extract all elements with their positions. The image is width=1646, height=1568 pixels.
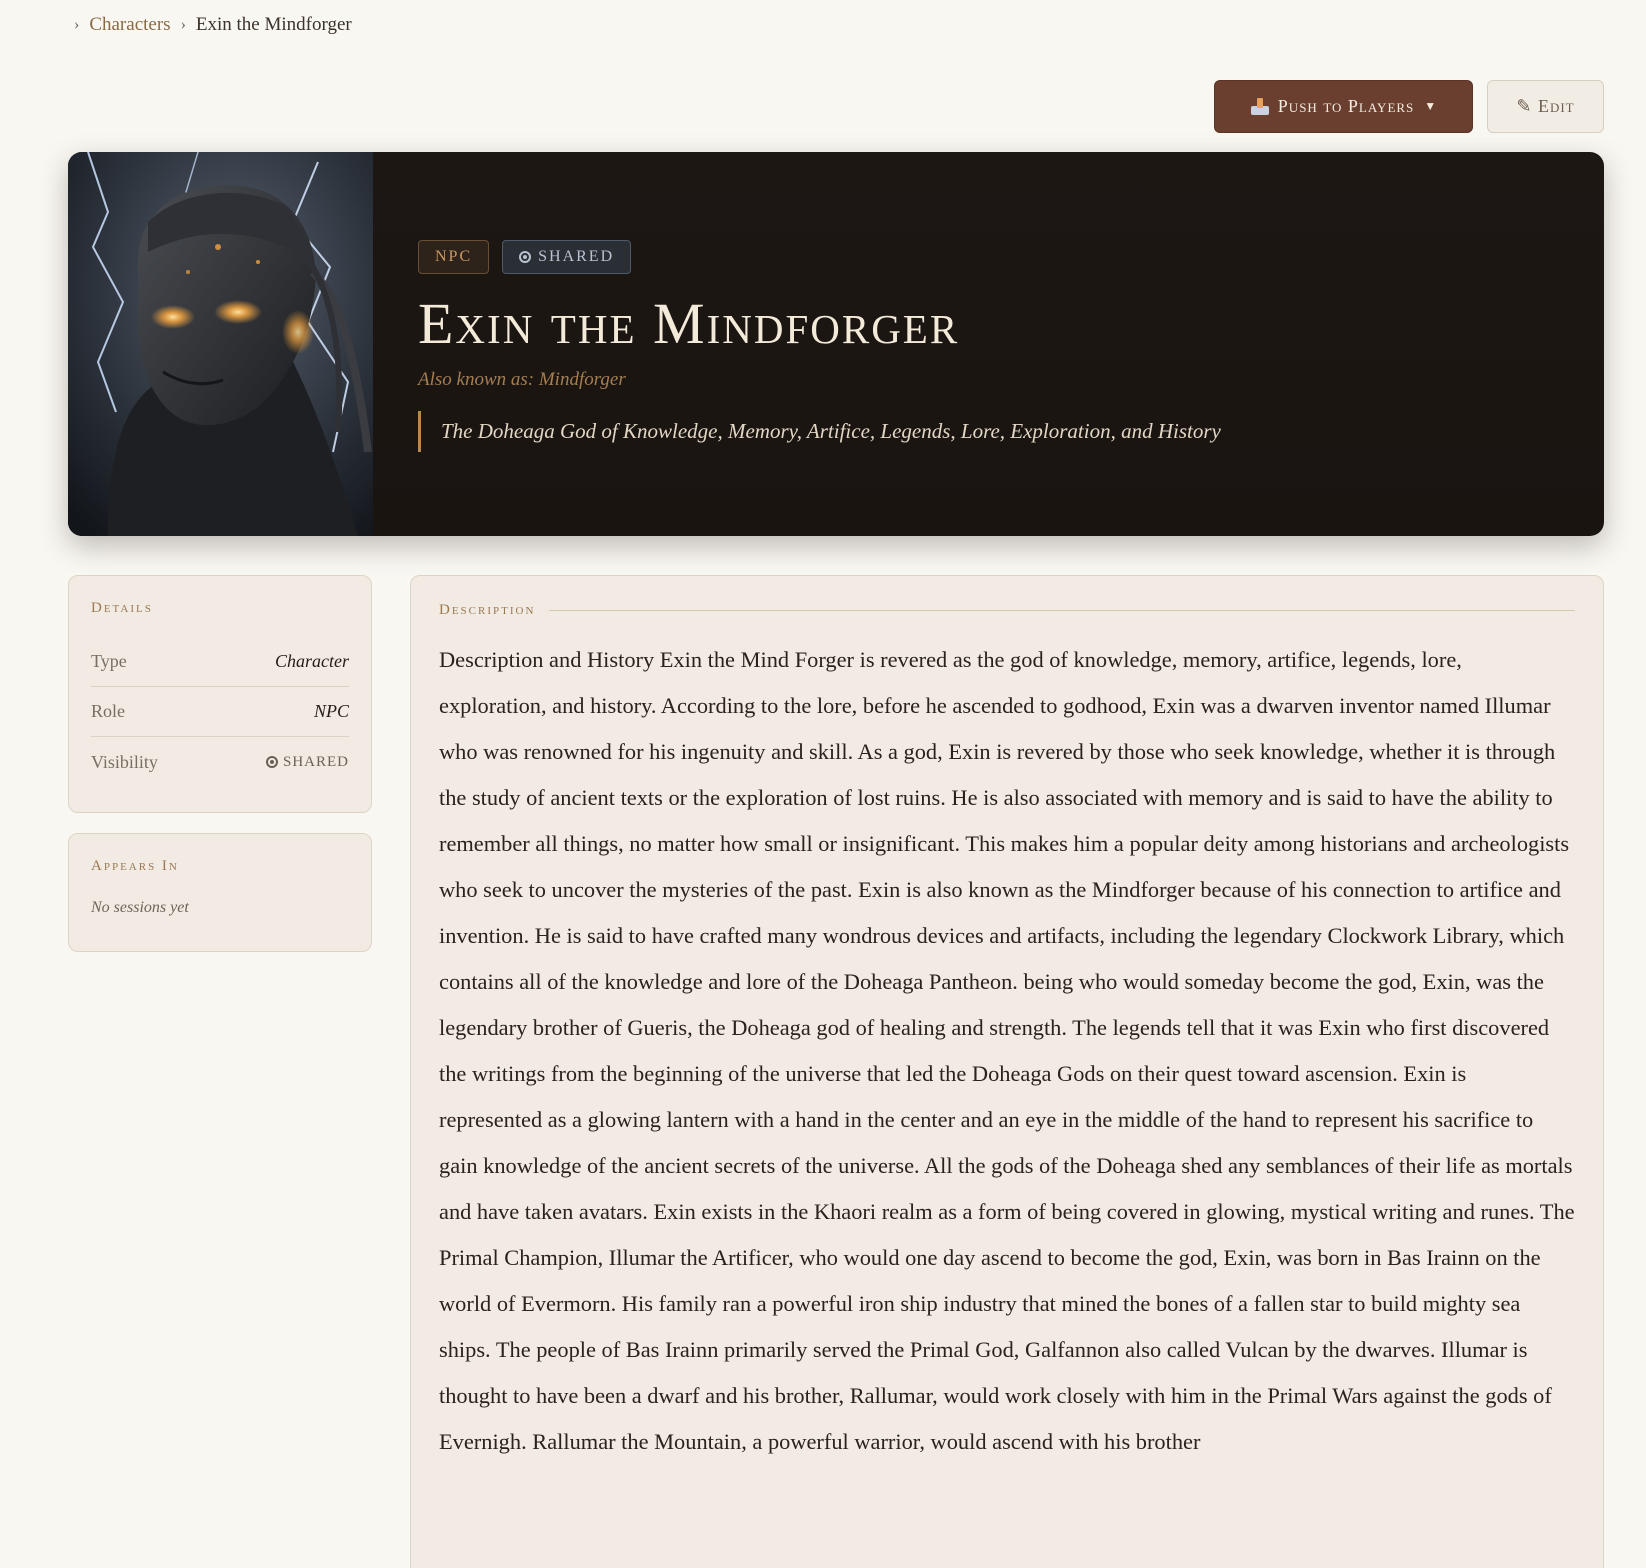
description-heading: Description xyxy=(439,602,536,618)
inbox-tray-icon xyxy=(1250,98,1270,116)
visibility-value-label: SHARED xyxy=(282,753,349,770)
hero-content xyxy=(373,152,1604,536)
badge-group xyxy=(418,240,1604,274)
detail-label: Role xyxy=(91,701,125,721)
detail-label: Visibility xyxy=(91,751,158,772)
breadcrumb-current: Exin the Mindforger xyxy=(195,14,352,35)
character-name: Exin the Mindforger xyxy=(418,291,960,356)
shared-badge-label: SHARED xyxy=(538,248,615,265)
detail-row-type xyxy=(91,637,349,687)
appears-in-card xyxy=(68,833,372,952)
appears-in-empty-note: No sessions yet xyxy=(91,899,189,916)
chevron-right-icon: › xyxy=(180,16,186,33)
details-heading: Details xyxy=(91,600,153,616)
push-to-players-label: Push to Players xyxy=(1277,96,1415,116)
details-card xyxy=(68,575,372,813)
breadcrumb-characters-link[interactable]: Characters xyxy=(89,14,171,35)
visibility-value xyxy=(266,754,349,771)
shared-eye-icon xyxy=(266,756,278,768)
detail-label: Type xyxy=(91,651,127,671)
description-heading-row xyxy=(439,602,1575,619)
shared-badge xyxy=(502,240,631,274)
detail-value: Character xyxy=(275,651,349,671)
description-text: Description and History Exin the Mind Forger is revered as the god of knowledge, memory, artifice, legends, lore, exploration, and history. According to the lore, before he ascended to godhood, Exin was a dwarven inventor named Illumar who was renowned for his ingenuity and skill. As a god, Exin is revered by those who seek knowledge, whether it is through the study of ancient texts or the exploration of lost ruins. He is also associated with memory and is said to have the ability to remember all things, no matter how small or insignificant. This makes him a popular deity among historians and archeologists who seek to uncover the mysteries of the past. Exin is also known as the Mindforger because of his connection to artifice and invention. He is said to have crafted many wondrous devices and artifacts, including the legendary Clockwork Library, which contains all of the knowledge and lore of the Doheaga Pantheon. being who would someday become the god, Exin, was the legendary brother of Gueris, the Doheaga god of healing and strength. The legends tell that it was Exin who first discovered the writings from the beginning of the universe that led the Doheaga Gods on their quest toward ascension. Exin is represented as a glowing lantern with a hand in the center and an eye in the middle of the hand to represent his sacrifice to gain knowledge of the ancient secrets of the universe. All the gods of the Doheaga shed any semblances of their life as mortals and have taken avatars. Exin exists in the Khaori realm as a form of being covered in glowing, mystical writing and runes. The Primal Champion, Illumar the Artificer, who would one day ascend to become the god, Exin, was born in Bas Irainn on the world of Evermorn. His family ran a powerful iron ship industry that mined the bones of a fallen star to build mighty sea ships. The people of Bas Irainn primarily served the Primal God, Galfannon also called Vulcan by the dwarves. Illumar is thought to have been a dwarf and his brother, Rallumar, would work closely with him in the Primal Wars against the gods of Evernigh. Rallumar the Mountain, a powerful warrior, would ascend with his brother xyxy=(439,647,1575,1454)
description-card xyxy=(410,575,1604,1568)
edit-button[interactable]: ✎ Edit xyxy=(1487,80,1604,133)
shared-eye-icon xyxy=(519,251,531,263)
npc-badge: NPC xyxy=(418,240,489,274)
push-to-players-button[interactable] xyxy=(1214,80,1473,133)
heading-divider xyxy=(549,610,1575,611)
details-list xyxy=(91,637,349,787)
toolbar xyxy=(1214,80,1604,133)
character-portrait xyxy=(68,152,373,536)
character-epithet: The Doheaga God of Knowledge, Memory, Artifice, Legends, Lore, Exploration, and History xyxy=(418,411,1604,452)
appears-in-heading: Appears In xyxy=(91,858,179,874)
character-aliases: Also known as: Mindforger xyxy=(418,369,626,390)
chevron-right-icon: › xyxy=(74,16,80,33)
breadcrumb xyxy=(74,14,352,36)
detail-value: NPC xyxy=(313,701,349,721)
detail-row-role xyxy=(91,687,349,737)
portrait-illustration xyxy=(68,152,373,536)
caret-down-icon: ▼ xyxy=(1424,99,1438,113)
character-hero xyxy=(68,152,1604,536)
detail-row-visibility xyxy=(91,737,349,787)
